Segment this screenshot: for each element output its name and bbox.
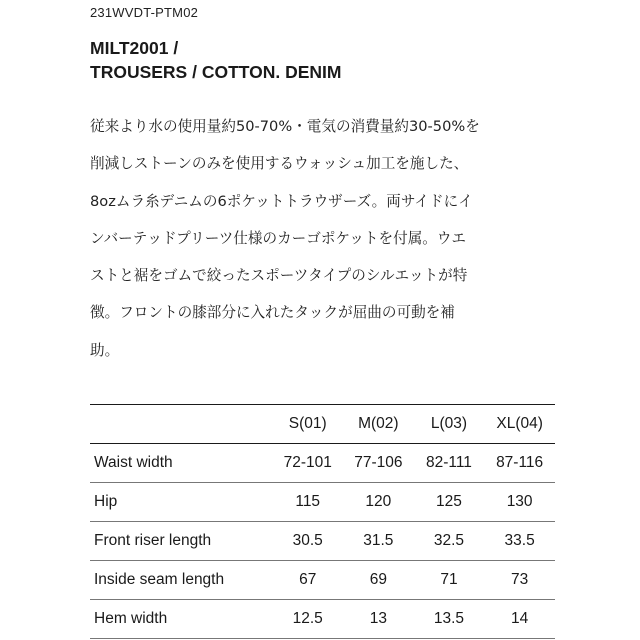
size-table-header-m: M(02): [358, 415, 399, 432]
row-value: 130: [506, 493, 533, 510]
description-line: 8ozムラ糸デニムの6ポケットトラウザーズ。両サイドにイ: [90, 192, 473, 210]
row-value: 69: [369, 571, 387, 588]
table-row: [90, 522, 555, 561]
row-value: 82-111: [425, 454, 472, 471]
description-line: 削減しストーンのみを使用するウォッシュ加工を施した、: [90, 155, 469, 173]
row-value: 125: [436, 493, 462, 510]
row-label: Hip: [94, 493, 118, 510]
description-line: 従来より水の使用量約50-70%・電気の消費量約30-50%を: [90, 118, 480, 135]
description-line: ンバーテッドプリーツ仕様のカーゴポケットを付属。ウエ: [90, 229, 467, 247]
row-value: 33.5: [504, 532, 535, 549]
row-label: Waist width: [94, 454, 173, 471]
row-value: 87-116: [496, 454, 544, 471]
row-value: 12.5: [292, 610, 323, 627]
product-title-line-2: TROUSERS / COTTON. DENIM: [90, 62, 342, 82]
product-code: 231WVDT-PTM02: [90, 5, 199, 20]
product-title-line-1: MILT2001 /: [90, 38, 179, 58]
table-row: [90, 600, 555, 639]
row-value: 30.5: [292, 532, 323, 549]
row-value: 77-106: [354, 454, 403, 471]
size-table: [90, 404, 555, 639]
row-value: 13.5: [433, 610, 465, 627]
row-value: 14: [511, 610, 529, 627]
product-description: [90, 108, 560, 369]
table-row: [90, 444, 555, 483]
size-table-header-label: [90, 405, 272, 444]
row-value: 67: [299, 571, 317, 588]
product-title: [90, 36, 342, 84]
table-row: [90, 561, 555, 600]
size-table-header-s: S(01): [288, 415, 327, 432]
size-table-header-xl: XL(04): [496, 415, 543, 432]
row-value: 115: [295, 493, 321, 510]
row-label: Front riser length: [94, 532, 212, 549]
row-label: Hem width: [94, 610, 168, 627]
row-value: 32.5: [433, 532, 465, 549]
description-line: 助。: [90, 341, 120, 359]
row-value: 31.5: [363, 532, 394, 549]
row-value: 71: [440, 571, 458, 588]
description-line: 徴。フロントの膝部分に入れたタックが屈曲の可動を補: [90, 304, 455, 322]
size-table-header-l: L(03): [430, 415, 468, 432]
row-value: 73: [511, 571, 529, 588]
row-value: 13: [369, 610, 387, 627]
description-line: ストと裾をゴムで絞ったスポーツタイプのシルエットが特: [90, 267, 468, 285]
row-value: 72-101: [283, 454, 332, 471]
table-row: [90, 483, 555, 522]
size-table-header-row: [90, 405, 555, 444]
row-value: 120: [365, 493, 392, 510]
row-label: Inside seam length: [94, 571, 225, 588]
